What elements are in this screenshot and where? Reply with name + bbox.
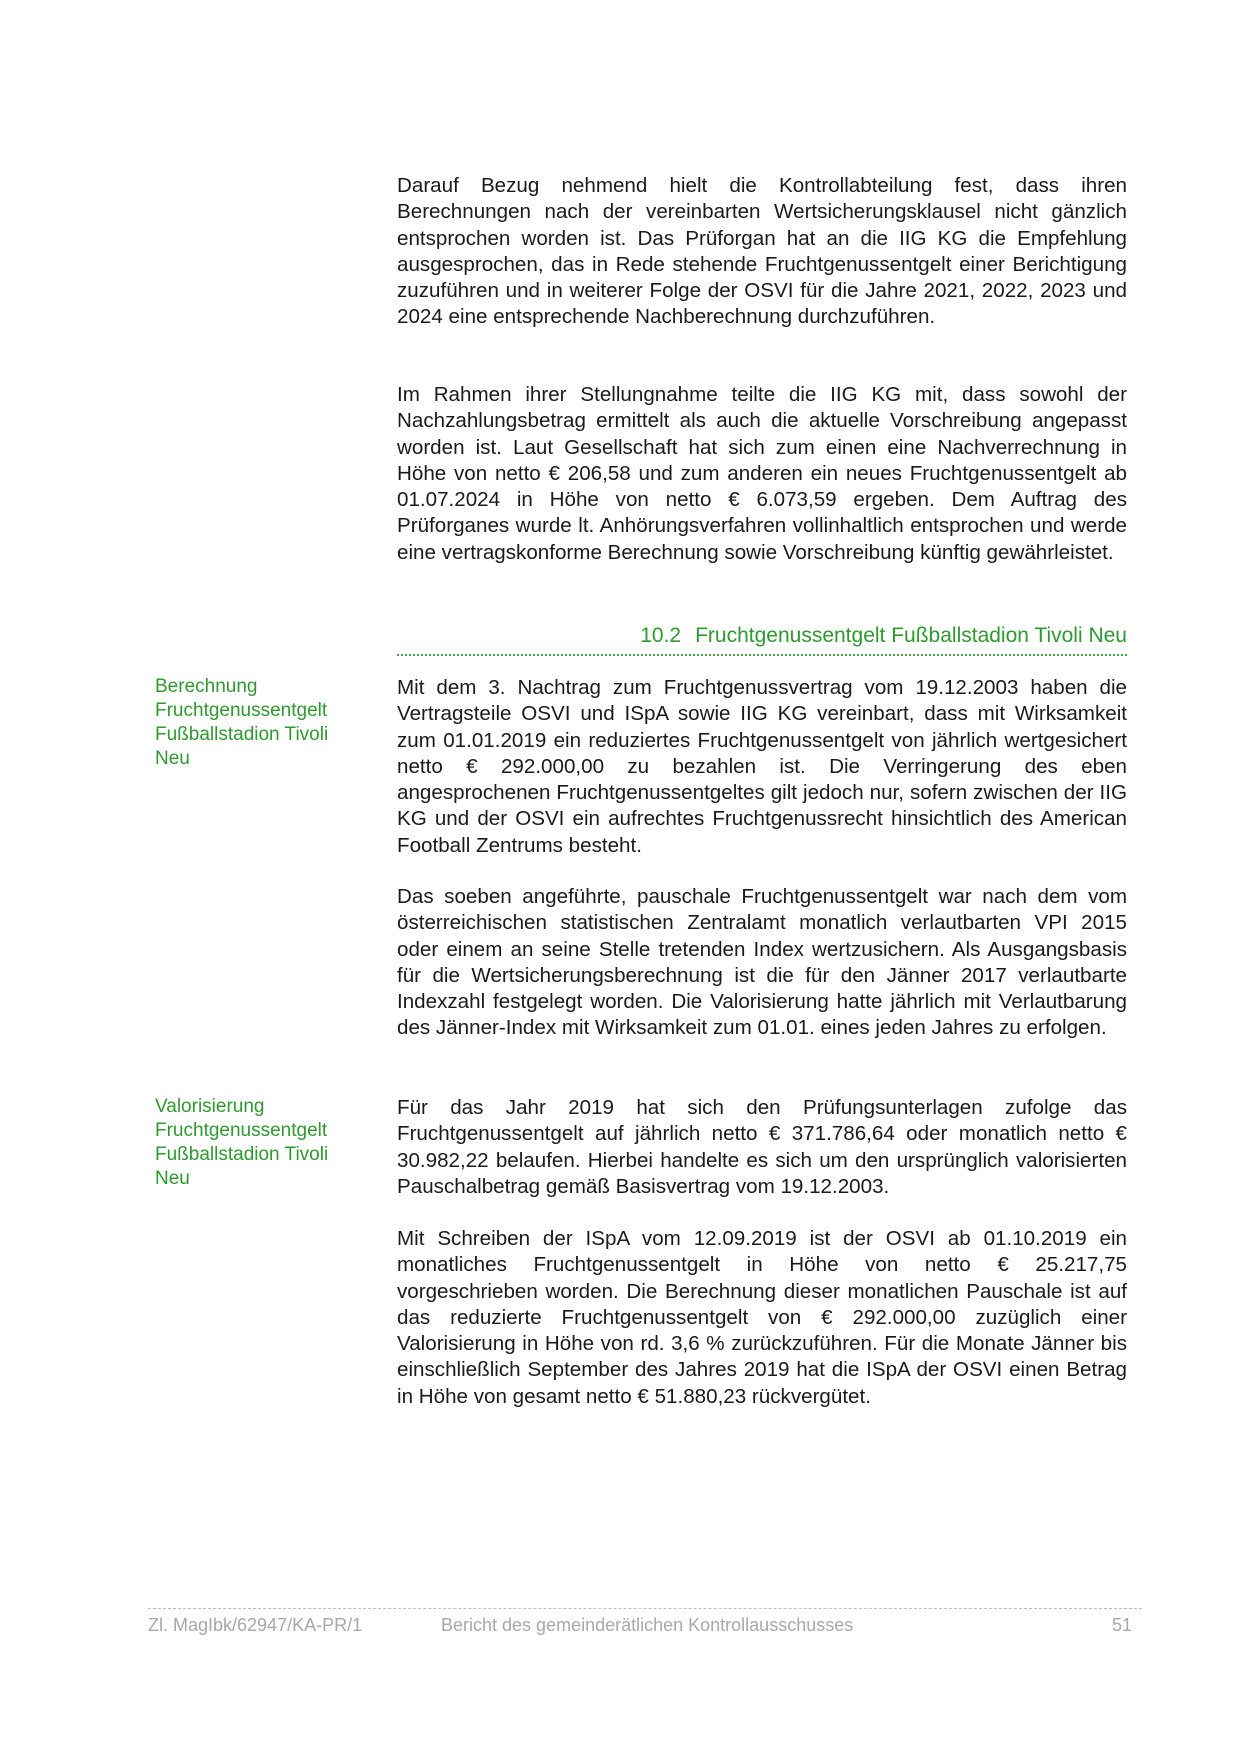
margin-note-valorisierung (155, 1095, 365, 1191)
paragraph-letter-ispa: Mit Schreiben der ISpA vom 12.09.2019 ist der OSVI ab 01.10.2019 ein monatliches Fruchtgenussentgelt in Höhe von netto € 25.217,75 vorgeschrieben worden. Die Berechnung dieser monatlichen Pauschale ist auf das reduzierte Fruchtgenussentgelt von € 292.000,00 zuzüglich einer Valorisierung in Höhe von rd. 3,6 % zurückzuführen. Für die Monate Jänner bis einschließlich September des Jahres 2019 hat die ISpA der OSVI einen Betrag in Höhe von gesamt netto € 51.880,23 rückvergütet. (397, 1227, 1127, 1408)
footer-title: Bericht des gemeinderätlichen Kontrollausschusses (441, 1615, 854, 1635)
paragraph-recommendation: Darauf Bezug nehmend hielt die Kontrollabteilung fest, dass ihren Berechnungen nach der vereinbarten Wertsicherungsklausel nicht gänzlich entsprochen worden ist. Das Prüforgan hat an die IIG KG die Empfehlung ausgesprochen, das in Rede stehende Fruchtgenussentgelt einer Berichtigung zuzuführen und in weiterer Folge der OSVI für die Jahre 2021, 2022, 2023 und 2024 eine entsprechende Nachberechnung durchzuführen. (397, 174, 1127, 329)
section-number: 10.2 (640, 624, 682, 647)
margin-note-line: Neu (155, 748, 190, 769)
margin-note-line: Fußballstadion Tivoli (155, 1144, 329, 1165)
section-title: Fruchtgenussentgelt Fußballstadion Tivoli Neu (695, 624, 1127, 647)
margin-note-line: Neu (155, 1168, 190, 1189)
paragraph-statement: Im Rahmen ihrer Stellungnahme teilte die IIG KG mit, dass sowohl der Nachzahlungsbetrag ermittelt als auch die aktuelle Vorschreibung angepasst worden ist. Laut Gesellschaft hat sich zum einen eine Nachverrechnung in Höhe von netto € 206,58 und zum anderen ein neues Fruchtgenussentgelt ab 01.07.2024 in Höhe von netto € 6.073,59 ergeben. Dem Auftrag des Prüforganes wurde lt. Anhörungsverfahren vollinhaltlich entsprochen und werde eine vertragskonforme Berechnung sowie Vorschreibung künftig gewährleistet. (397, 383, 1127, 564)
section-heading (397, 622, 1127, 656)
footer-page-number: 51 (1111, 1615, 1132, 1635)
paragraph-indexation: Das soeben angeführte, pauschale Fruchtgenussentgelt war nach dem vom österreichischen statistischen Zentralamt monatlich verlautbarten VPI 2015 oder einem an seine Stelle tretenden Index wertzusichern. Als Ausgangsbasis für die Wertsicherungsberechnung ist die für den Jänner 2017 verlautbarte Indexzahl festgelegt worden. Die Valorisierung hatte jährlich mit Verlautbarung des Jänner-Index mit Wirksamkeit zum 01.01. eines jeden Jahres zu erfolgen. (397, 885, 1127, 1040)
margin-note-line: Fußballstadion Tivoli (155, 724, 329, 745)
margin-note-berechnung (155, 675, 365, 771)
footer-reference: Zl. MagIbk/62947/KA-PR/1 (148, 1615, 363, 1635)
paragraph-year-2019: Für das Jahr 2019 hat sich den Prüfungsunterlagen zufolge das Fruchtgenussentgelt auf jährlich netto € 371.786,64 oder monatlich netto € 30.982,22 belaufen. Hierbei handelte es sich um den ursprünglich valorisierten Pauschalbetrag gemäß Basisvertrag vom 19.12.2003. (397, 1096, 1127, 1198)
margin-note-line: Valorisierung (155, 1096, 265, 1117)
footer-divider (148, 1608, 1142, 1609)
margin-note-line: Fruchtgenussentgelt (155, 1120, 328, 1141)
margin-note-line: Berechnung (155, 676, 258, 697)
paragraph-third-addendum: Mit dem 3. Nachtrag zum Fruchtgenussvertrag vom 19.12.2003 haben die Vertragsteile OSVI und ISpA sowie IIG KG vereinbart, dass mit Wirksamkeit zum 01.01.2019 ein reduziertes Fruchtgenussentgelt von jährlich wertgesichert netto € 292.000,00 zu bezahlen ist. Die Verringerung des eben angesprochenen Fruchtgenussentgeltes gilt jedoch nur, sofern zwischen der IIG KG und der OSVI ein aufrechtes Fruchtgenussrecht hinsichtlich des American Football Zentrums besteht. (397, 676, 1127, 857)
margin-note-line: Fruchtgenussentgelt (155, 700, 328, 721)
